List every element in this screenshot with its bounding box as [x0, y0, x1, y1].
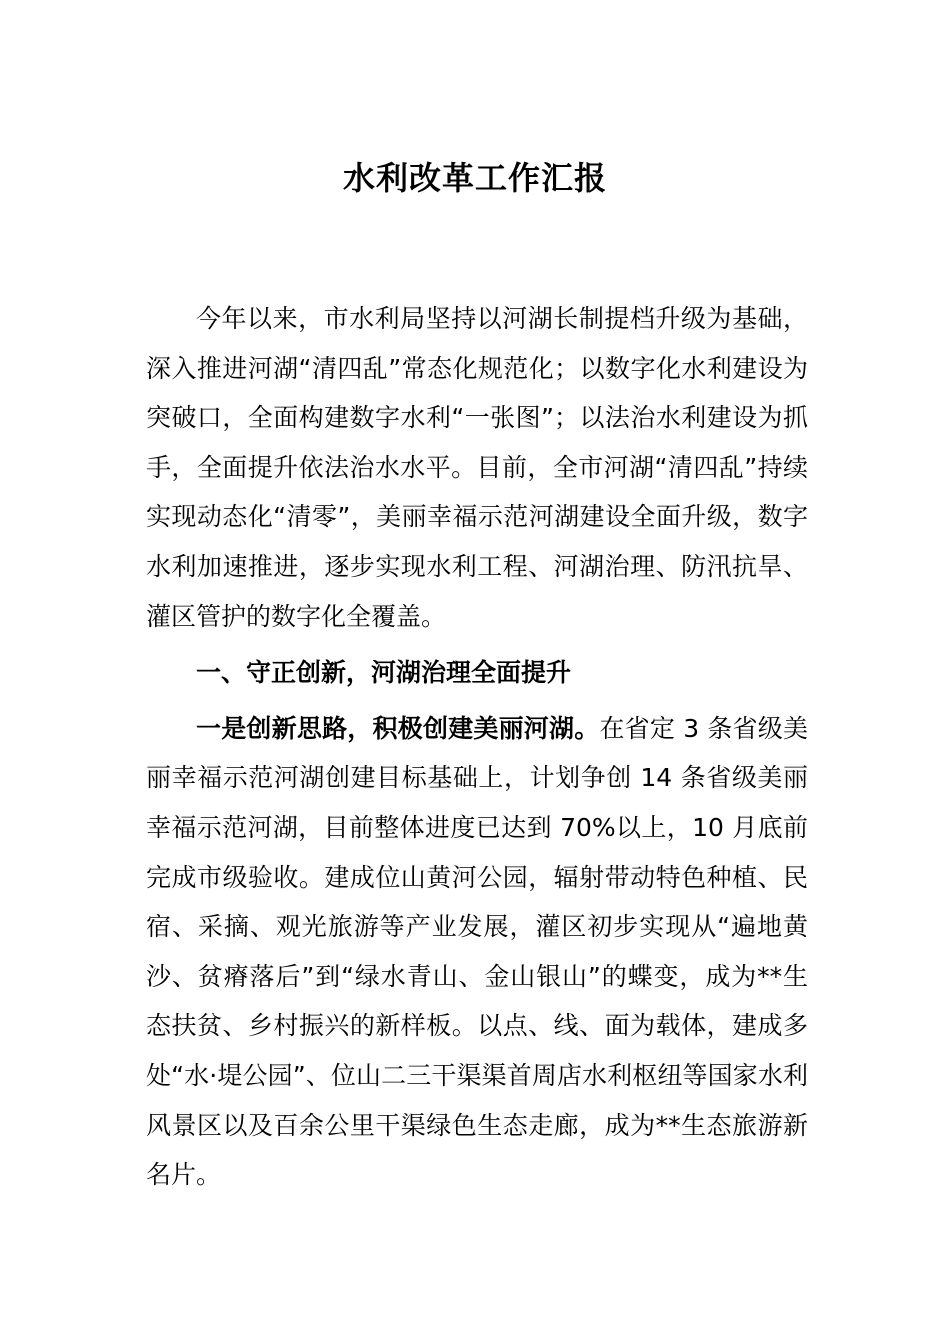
- document-body: [146, 294, 808, 1200]
- section-heading: 一、守正创新，河湖治理全面提升: [196, 658, 572, 688]
- paragraph-lead: 一是创新思路，积极创建美丽河湖。: [196, 713, 600, 743]
- document-title: 水利改革工作汇报: [342, 159, 607, 197]
- intro-paragraph: 今年以来，市水利局坚持以河湖长制提档升级为基础，深入推进河湖“清四乱”常态化规范化；以数字化水利建设为突破口，全面构建数字水利“一张图”；以法治水利建设为抓手，全面提升依法治水水平。目前，全市河湖“清四乱”持续实现动态化“清零”，美丽幸福示范河湖建设全面升级，数字水利加速推进，逐步实现水利工程、河湖治理、防汛抗旱、灌区管护的数字化全覆盖。: [146, 304, 808, 631]
- paragraph-body: 在省定 3 条省级美丽幸福示范河湖创建目标基础上，计划争创 14 条省级美丽幸福示范河湖，目前整体进度已达到 70%以上，10 月底前完成市级验收。建成位山黄河公园，辐射带动特色种植、民宿、采摘、观光旅游等产业发展，灌区初步实现从“遍地黄沙、贫瘠落后”到“绿水青山、金山银山”的蝶变，成为**生态扶贫、乡村振兴的新样板。以点、线、面为载体，建成多处“水·堤公园”、位山二三干渠渠首周店水利枢纽等国家水利风景区以及百余公里干渠绿色生态走廊，成为**生态旅游新名片。: [146, 713, 808, 1190]
- section-paragraph: [146, 704, 808, 1200]
